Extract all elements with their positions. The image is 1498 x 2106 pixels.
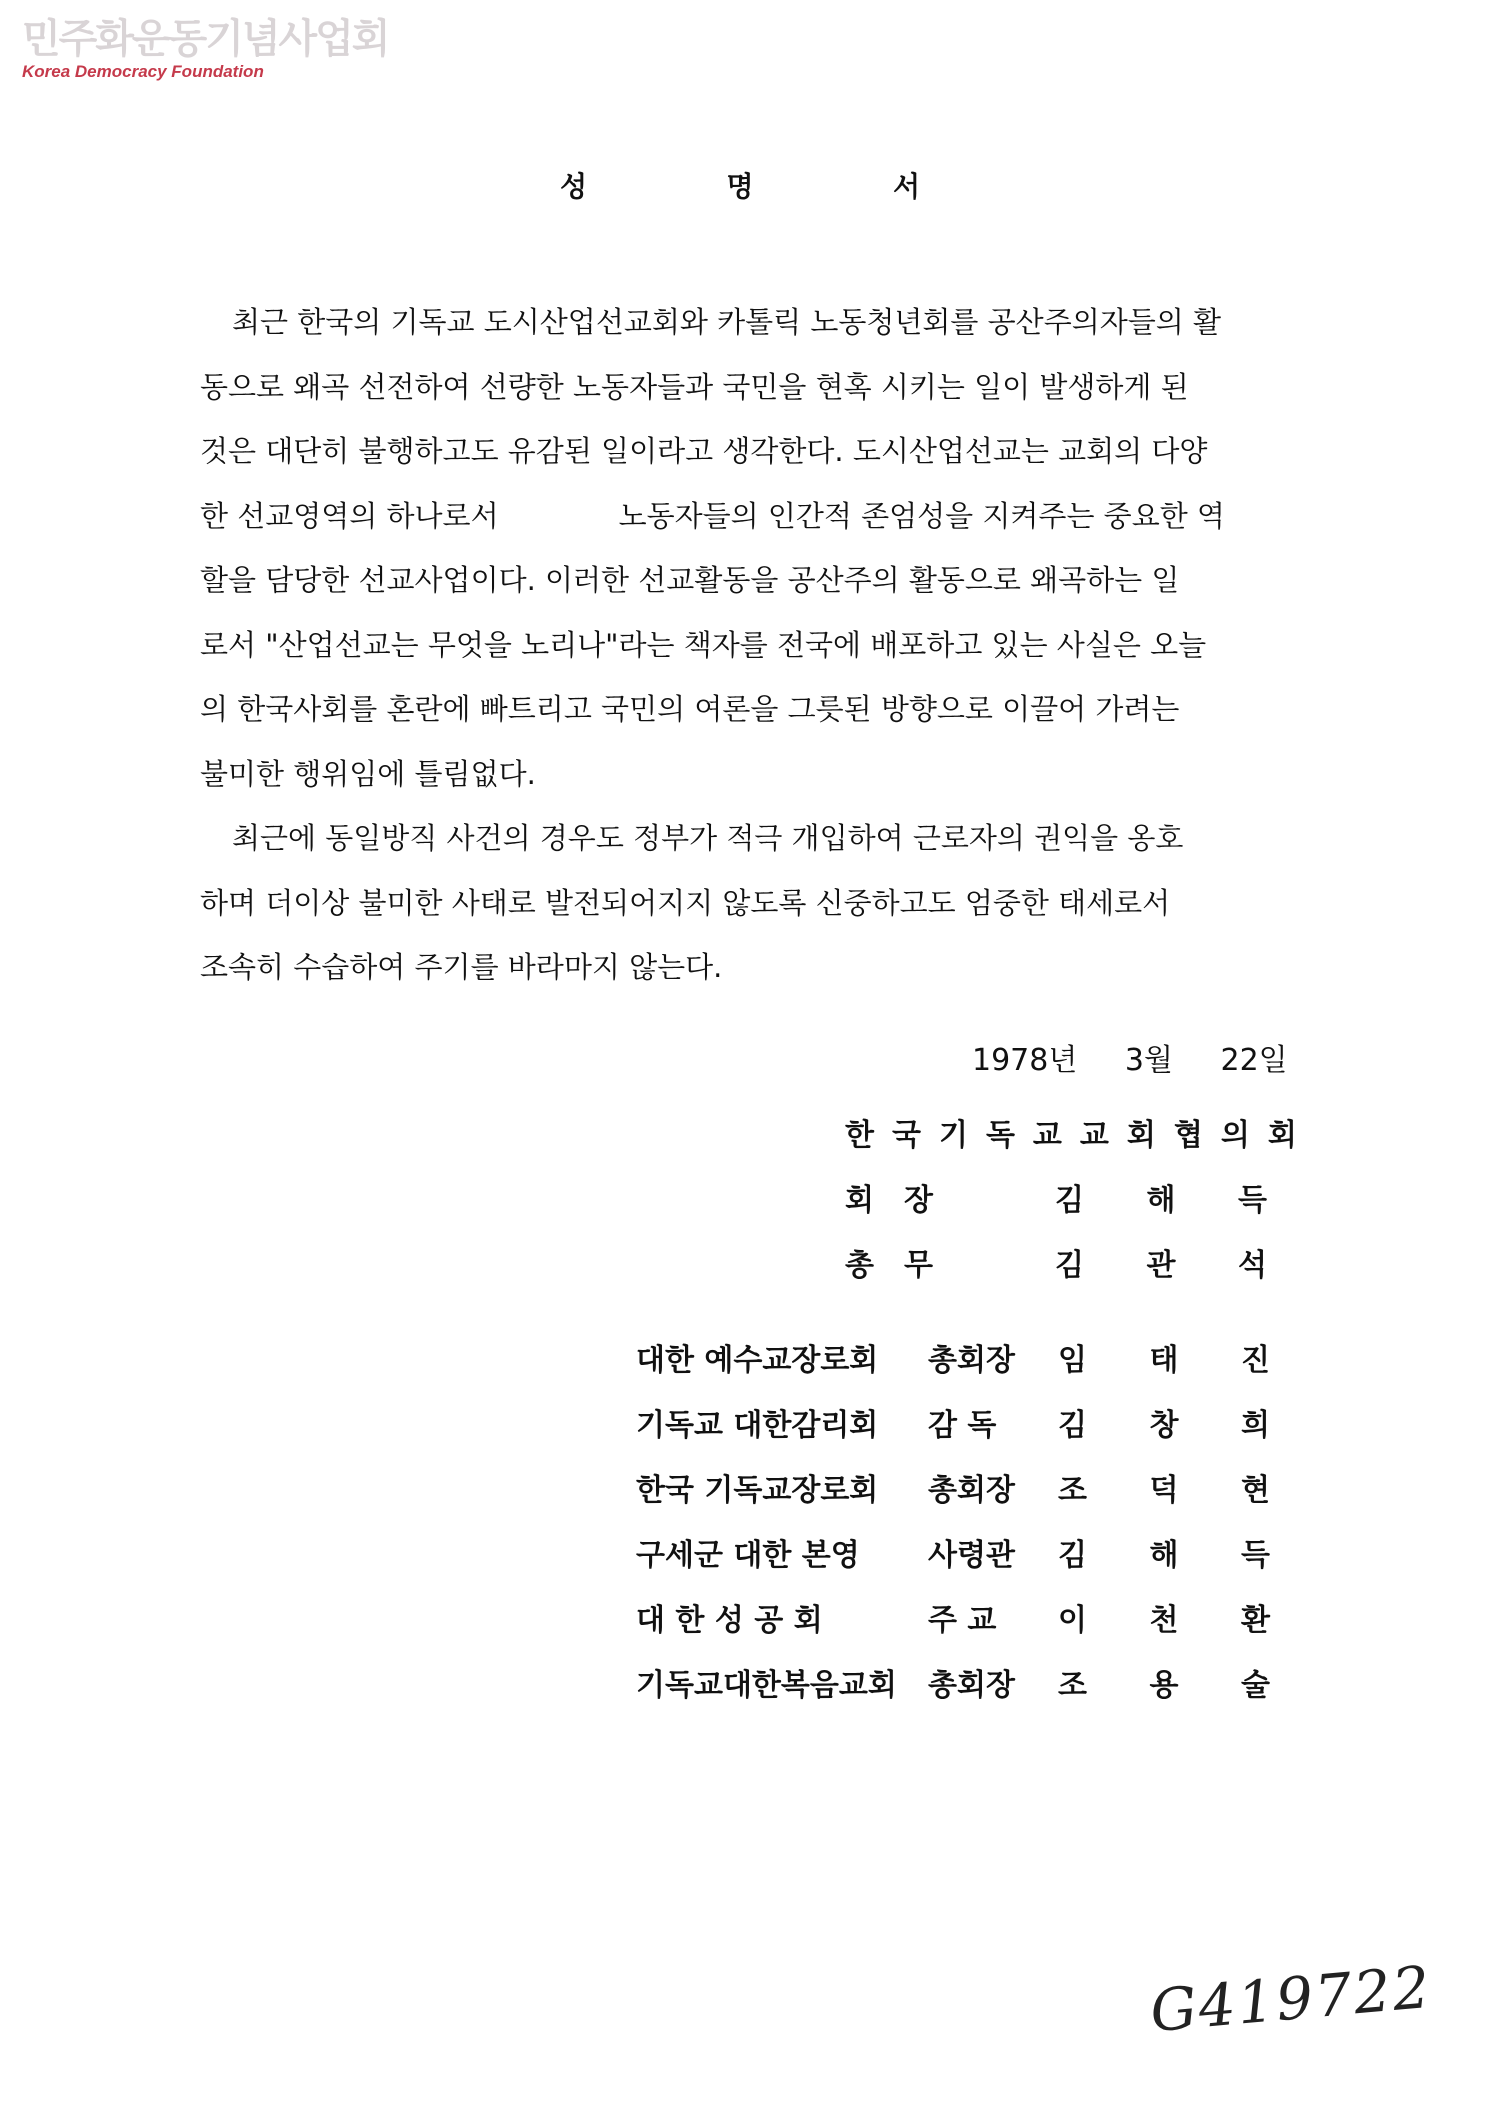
name-char: 태 <box>1149 1343 1179 1378</box>
signatory-role: 총회장 <box>928 1473 1015 1508</box>
name-char: 해 <box>1146 1183 1176 1218</box>
signatory-name <box>1058 1465 1270 1509</box>
organization-name: 한국기독교교회협의회 <box>845 1118 1315 1153</box>
date-year: 1978년 <box>972 1043 1078 1078</box>
name-char: 이 <box>1058 1603 1087 1638</box>
officer-row <box>845 1240 1267 1284</box>
name-char: 김 <box>1058 1538 1087 1573</box>
body-line-part: 노동자들의 인간적 존엄성을 지켜주는 중요한 역 <box>618 498 1225 533</box>
signatory-row <box>636 1335 1270 1379</box>
title-char: 서 <box>892 170 920 203</box>
name-char: 득 <box>1241 1538 1270 1573</box>
name-char: 현 <box>1241 1473 1270 1508</box>
name-char: 술 <box>1241 1668 1270 1703</box>
signatory-row <box>636 1465 1270 1509</box>
signatory-role: 감 독 <box>928 1408 997 1443</box>
name-char: 조 <box>1058 1668 1087 1703</box>
name-char: 득 <box>1238 1183 1267 1218</box>
name-char: 환 <box>1241 1603 1270 1638</box>
signatory-name <box>1058 1660 1270 1704</box>
date-month: 3월 <box>1124 1043 1173 1078</box>
body-line: 의 한국사회를 혼란에 빠트리고 국민의 여론을 그릇된 방향으로 이끌어 가려는 <box>200 692 1180 726</box>
name-char: 천 <box>1149 1603 1179 1638</box>
name-char: 석 <box>1238 1248 1267 1283</box>
name-char: 덕 <box>1149 1473 1179 1508</box>
title-char: 명 <box>726 170 754 203</box>
body-line: 하며 더이상 불미한 사태로 발전되어지지 않도록 신중하고도 엄중한 태세로서 <box>200 885 1171 920</box>
document-title <box>560 165 920 205</box>
signatory-org: 기독교대한복음교회 <box>636 1668 897 1703</box>
archive-number: G419722 <box>1147 1952 1435 2046</box>
name-char: 김 <box>1055 1248 1084 1283</box>
officer-name <box>1055 1175 1267 1219</box>
name-char: 관 <box>1146 1248 1176 1283</box>
signatory-row <box>636 1400 1270 1444</box>
statement-body <box>200 290 1278 1000</box>
signatory-role: 주 교 <box>928 1603 997 1638</box>
officer-row <box>845 1175 1267 1219</box>
watermark-english: Korea Democracy Foundation <box>22 62 264 81</box>
signatory-org: 대 한 성 공 회 <box>636 1603 823 1638</box>
name-char: 김 <box>1058 1408 1087 1443</box>
body-line: 불미한 행위임에 틀림없다. <box>200 756 536 791</box>
watermark-korean: 민주화운동기념사업회 <box>22 16 389 62</box>
body-line: 최근에 동일방직 사건의 경우도 정부가 적극 개입하여 근로자의 권익을 옹호 <box>232 821 1184 855</box>
signatory-name <box>1058 1595 1270 1639</box>
signatory-org: 한국 기독교장로회 <box>636 1473 879 1508</box>
body-line: 조속히 수습하여 주기를 바라마지 않는다. <box>200 950 723 984</box>
signatory-row <box>636 1530 1270 1574</box>
signatory-org: 구세군 대한 본영 <box>636 1538 860 1573</box>
name-char: 창 <box>1149 1408 1179 1443</box>
officer-title: 회장 <box>845 1183 963 1218</box>
name-char: 해 <box>1149 1538 1179 1573</box>
officer-name <box>1055 1240 1267 1284</box>
name-char: 진 <box>1241 1343 1270 1378</box>
title-char: 성 <box>560 170 588 203</box>
date-day: 22일 <box>1220 1043 1288 1078</box>
name-char: 조 <box>1058 1473 1087 1508</box>
body-line-part: 한 선교영역의 하나로서 <box>200 498 499 533</box>
name-char: 김 <box>1055 1183 1084 1218</box>
signatory-name <box>1058 1335 1270 1379</box>
officer-title: 총무 <box>845 1248 963 1283</box>
signatory-org: 대한 예수교장로회 <box>636 1343 879 1378</box>
name-char: 희 <box>1241 1408 1270 1443</box>
signatory-name <box>1058 1530 1270 1574</box>
watermark-logo <box>22 16 388 82</box>
signatory-role: 사령관 <box>928 1538 1015 1573</box>
body-line: 것은 대단히 불행하고도 유감된 일이라고 생각한다. 도시산업선교는 교회의 다양 <box>200 434 1208 468</box>
body-line: 로서 "산업선교는 무엇을 노리나"라는 책자를 전국에 배포하고 있는 사실은 오늘 <box>200 627 1207 662</box>
signatory-org: 기독교 대한감리회 <box>636 1408 879 1443</box>
signatory-row <box>636 1660 1270 1704</box>
body-line <box>200 484 1278 549</box>
body-line: 최근 한국의 기독교 도시산업선교회와 카톨릭 노동청년회를 공산주의자들의 활 <box>232 305 1221 339</box>
signatory-name <box>1058 1400 1270 1444</box>
signatory-row <box>636 1595 1270 1639</box>
signatory-role: 총회장 <box>928 1668 1015 1703</box>
body-line: 할을 담당한 선교사업이다. 이러한 선교활동을 공산주의 활동으로 왜곡하는 일 <box>200 563 1180 597</box>
name-char: 용 <box>1149 1668 1179 1703</box>
name-char: 임 <box>1058 1343 1087 1378</box>
signatory-role: 총회장 <box>928 1343 1015 1378</box>
body-line: 동으로 왜곡 선전하여 선량한 노동자들과 국민을 현혹 시키는 일이 발생하게 된 <box>200 369 1189 404</box>
document-date <box>972 1035 1288 1079</box>
